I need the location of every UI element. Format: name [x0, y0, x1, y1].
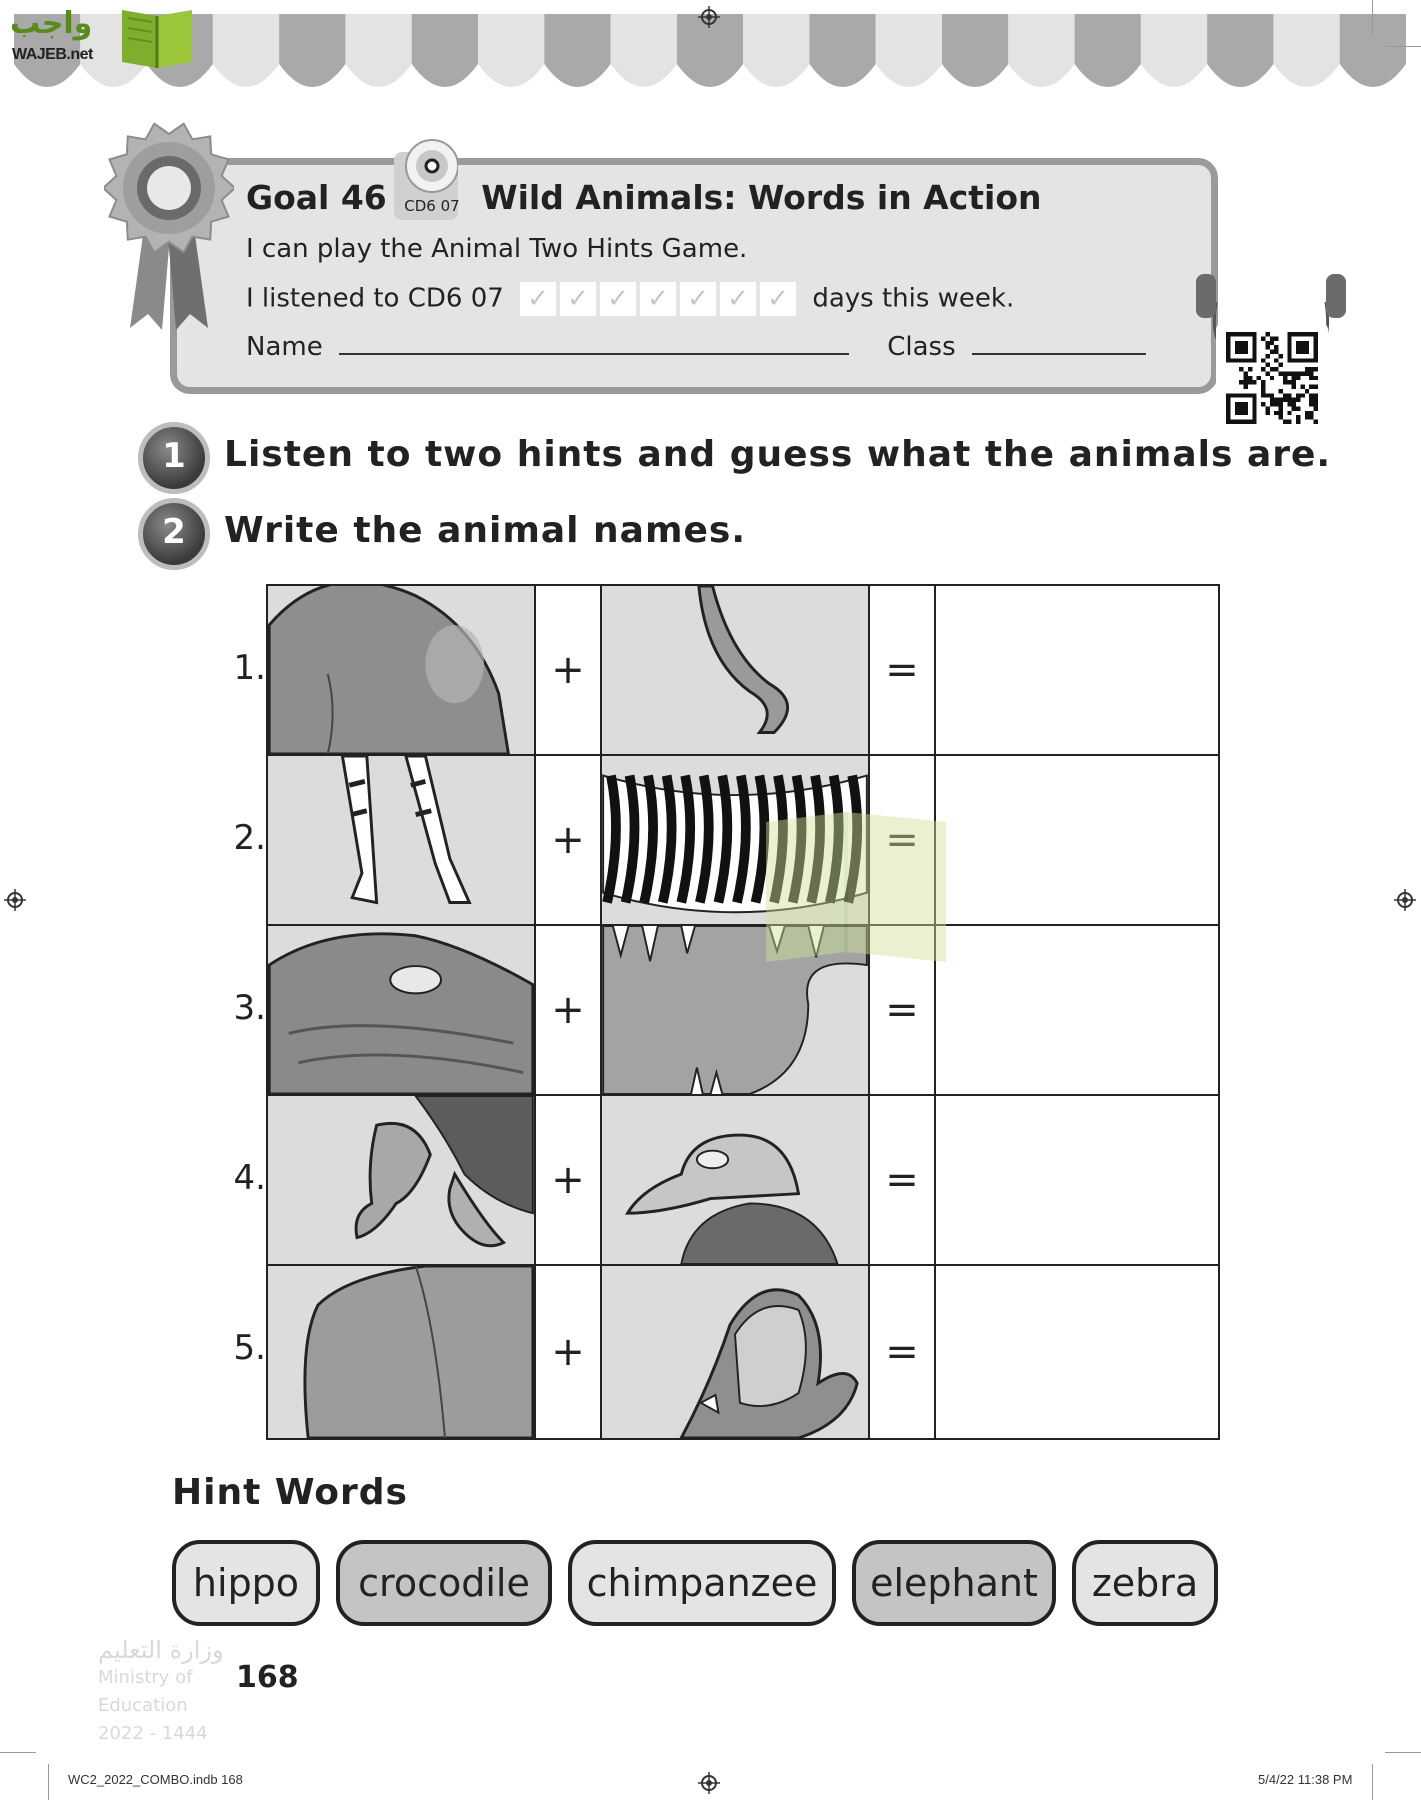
- hint-word-chip[interactable]: zebra: [1072, 1540, 1218, 1626]
- plus-sign: +: [534, 1264, 602, 1440]
- scallop: [809, 14, 875, 87]
- scallop: [1008, 14, 1074, 87]
- hint-picture-crocodile-teeth: [600, 924, 870, 1096]
- scallop: [213, 14, 279, 87]
- listening-log-suffix: days this week.: [812, 283, 1015, 314]
- scallop: [345, 14, 411, 87]
- qr-module: [1305, 389, 1309, 393]
- answer-box[interactable]: [934, 754, 1220, 926]
- class-field[interactable]: [972, 333, 1146, 355]
- qr-module: [1300, 371, 1304, 375]
- qr-module: [1279, 411, 1283, 415]
- qr-module: [1287, 420, 1291, 424]
- scallop: [279, 14, 345, 87]
- crocodile-eye-illustration: [268, 926, 534, 1094]
- wajeb-logo: [10, 6, 190, 70]
- answer-box[interactable]: [934, 1264, 1220, 1440]
- instruction-text: Listen to two hints and guess what the animals are.: [224, 434, 1332, 475]
- crop-mark: [1385, 46, 1421, 47]
- day-checkbox[interactable]: ✓: [560, 282, 596, 316]
- hippo-body-illustration: [268, 1266, 534, 1438]
- qr-module: [1265, 406, 1269, 410]
- goal-title: [246, 178, 1042, 217]
- qr-module: [1300, 393, 1304, 397]
- scallop: [1141, 14, 1207, 87]
- qr-module: [1314, 385, 1318, 389]
- step-badge: 1: [138, 422, 210, 494]
- qr-module: [1270, 367, 1274, 371]
- scallop: [412, 14, 478, 87]
- qr-module: [1292, 406, 1296, 410]
- qr-module: [1248, 380, 1252, 384]
- qr-module: [1244, 371, 1248, 375]
- registration-mark-icon: [698, 6, 720, 28]
- qr-module: [1261, 367, 1265, 371]
- qr-module: [1244, 376, 1248, 380]
- crocodile-teeth-illustration: [602, 926, 868, 1094]
- qr-finder: [1296, 341, 1309, 354]
- plus-sign: +: [534, 584, 602, 756]
- qr-module: [1265, 345, 1269, 349]
- qr-code-icon: [1226, 332, 1318, 424]
- listening-log-prefix: I listened to CD6 07: [246, 283, 504, 314]
- scallop: [1273, 14, 1339, 87]
- page-number: 168: [236, 1660, 299, 1695]
- qr-module: [1265, 354, 1269, 358]
- hint-picture-zebra-legs: [266, 754, 536, 926]
- ministry-arabic: وزارة التعليم: [98, 1636, 224, 1664]
- qr-module: [1314, 367, 1318, 371]
- chimpanzee-arm-illustration: [268, 1096, 534, 1264]
- hint-picture-hippo-mouth: [600, 1264, 870, 1440]
- qr-module: [1270, 341, 1274, 345]
- qr-module: [1274, 336, 1278, 340]
- qr-module: [1261, 389, 1265, 393]
- crop-mark: [0, 1752, 36, 1753]
- qr-module: [1305, 411, 1309, 415]
- registration-mark-icon: [1394, 889, 1416, 911]
- cd-track: CD6 07: [404, 197, 460, 215]
- qr-module: [1283, 398, 1287, 402]
- qr-module: [1248, 367, 1252, 371]
- answer-box[interactable]: [934, 584, 1220, 756]
- answer-box[interactable]: [934, 924, 1220, 1096]
- qr-module: [1309, 367, 1313, 371]
- equals-sign: =: [868, 924, 936, 1096]
- qr-module: [1270, 336, 1274, 340]
- qr-module: [1309, 376, 1313, 380]
- day-checkbox[interactable]: ✓: [720, 282, 756, 316]
- qr-module: [1309, 415, 1313, 419]
- crop-mark: [1372, 0, 1373, 36]
- qr-module: [1279, 398, 1283, 402]
- scallop: [743, 14, 809, 87]
- qr-module: [1261, 402, 1265, 406]
- qr-module: [1265, 363, 1269, 367]
- qr-module: [1270, 393, 1274, 397]
- qr-module: [1279, 389, 1283, 393]
- qr-module: [1274, 367, 1278, 371]
- qr-module: [1287, 393, 1291, 397]
- crop-mark: [1372, 1764, 1373, 1800]
- qr-module: [1270, 350, 1274, 354]
- qr-module: [1261, 393, 1265, 397]
- qr-module: [1274, 398, 1278, 402]
- qr-module: [1261, 336, 1265, 340]
- plus-sign: +: [534, 754, 602, 926]
- qr-code[interactable]: [1216, 322, 1328, 434]
- qr-module: [1292, 371, 1296, 375]
- scallop: [1207, 14, 1273, 87]
- qr-module: [1265, 332, 1269, 336]
- can-do-statement: I can play the Animal Two Hints Game.: [246, 234, 748, 264]
- hint-word-chip[interactable]: elephant: [852, 1540, 1056, 1626]
- qr-module: [1261, 380, 1265, 384]
- listening-log: [246, 282, 1014, 316]
- qr-finder: [1235, 341, 1248, 354]
- qr-module: [1265, 341, 1269, 345]
- day-checkbox[interactable]: ✓: [680, 282, 716, 316]
- goal-subtitle: Wild Animals: Words in Action: [481, 178, 1042, 217]
- qr-module: [1261, 385, 1265, 389]
- puzzle-grid: [266, 584, 1220, 1440]
- qr-module: [1283, 376, 1287, 380]
- qr-module: [1274, 402, 1278, 406]
- qr-finder: [1235, 402, 1248, 415]
- plus-sign: +: [534, 924, 602, 1096]
- qr-module: [1287, 402, 1291, 406]
- qr-module: [1244, 380, 1248, 384]
- qr-module: [1292, 380, 1296, 384]
- equals-sign: =: [868, 754, 936, 926]
- hint-word-chip[interactable]: hippo: [172, 1540, 320, 1626]
- row-number: 1.: [233, 648, 266, 688]
- logo-english: WAJEB.net: [12, 46, 93, 63]
- hint-word-chip[interactable]: chimpanzee: [568, 1540, 836, 1626]
- qr-module: [1314, 420, 1318, 424]
- qr-module: [1296, 398, 1300, 402]
- hint-picture-chimpanzee-arm: [266, 1094, 536, 1266]
- qr-module: [1274, 358, 1278, 362]
- registration-mark-icon: [4, 889, 26, 911]
- qr-module: [1283, 371, 1287, 375]
- qr-module: [1309, 398, 1313, 402]
- qr-module: [1287, 380, 1291, 384]
- award-rosette-icon: [104, 118, 234, 343]
- qr-module: [1292, 402, 1296, 406]
- day-checkbox[interactable]: ✓: [760, 282, 796, 316]
- chimpanzee-cap-illustration: [602, 1096, 868, 1264]
- row-number: 5.: [233, 1328, 266, 1368]
- scallop: [942, 14, 1008, 87]
- qr-module: [1314, 393, 1318, 397]
- zebra-legs-illustration: [268, 756, 534, 924]
- hint-words-heading: Hint Words: [172, 1472, 408, 1513]
- qr-module: [1309, 411, 1313, 415]
- qr-module: [1296, 376, 1300, 380]
- day-checkboxes: [520, 282, 796, 316]
- book-icon: [118, 6, 196, 70]
- qr-module: [1239, 380, 1243, 384]
- qr-module: [1296, 371, 1300, 375]
- qr-module: [1287, 411, 1291, 415]
- class-label: Class: [887, 332, 956, 362]
- plus-sign: +: [534, 1094, 602, 1266]
- qr-module: [1309, 402, 1313, 406]
- date-slug: 5/4/22 11:38 PM: [1258, 1772, 1353, 1787]
- qr-module: [1274, 345, 1278, 349]
- qr-module: [1314, 398, 1318, 402]
- qr-module: [1270, 402, 1274, 406]
- qr-module: [1287, 371, 1291, 375]
- elephant-body-illustration: [268, 586, 534, 754]
- qr-module: [1296, 420, 1300, 424]
- qr-module: [1265, 371, 1269, 375]
- name-label: Name: [246, 332, 323, 362]
- equals-sign: =: [868, 1094, 936, 1266]
- qr-module: [1270, 376, 1274, 380]
- hippo-mouth-illustration: [602, 1266, 868, 1438]
- hint-picture-elephant-trunk: [600, 584, 870, 756]
- qr-module: [1305, 415, 1309, 419]
- logo-arabic: واجب: [10, 6, 93, 41]
- qr-module: [1314, 376, 1318, 380]
- equals-sign: =: [868, 1264, 936, 1440]
- hint-picture-crocodile-eye: [266, 924, 536, 1096]
- goal-number: Goal 46: [246, 178, 387, 217]
- qr-module: [1244, 385, 1248, 389]
- qr-module: [1279, 406, 1283, 410]
- qr-module: [1287, 398, 1291, 402]
- qr-module: [1309, 371, 1313, 375]
- day-checkbox[interactable]: ✓: [600, 282, 636, 316]
- qr-module: [1283, 380, 1287, 384]
- row-number: 2.: [233, 818, 266, 858]
- qr-module: [1279, 402, 1283, 406]
- qr-module: [1296, 415, 1300, 419]
- qr-module: [1261, 358, 1265, 362]
- file-slug: WC2_2022_COMBO.indb 168: [68, 1772, 243, 1787]
- row-number: 4.: [233, 1158, 266, 1198]
- scallop: [1075, 14, 1141, 87]
- qr-module: [1292, 376, 1296, 380]
- qr-module: [1283, 393, 1287, 397]
- crop-mark: [1385, 1752, 1421, 1753]
- qr-module: [1257, 376, 1261, 380]
- hint-picture-chimpanzee-cap: [600, 1094, 870, 1266]
- qr-module: [1305, 367, 1309, 371]
- scallop: [876, 14, 942, 87]
- elephant-trunk-illustration: [602, 586, 868, 754]
- qr-module: [1274, 411, 1278, 415]
- qr-module: [1296, 393, 1300, 397]
- scallop: [544, 14, 610, 87]
- qr-module: [1279, 363, 1283, 367]
- qr-module: [1265, 411, 1269, 415]
- qr-module: [1252, 380, 1256, 384]
- hint-picture-zebra-stripes: [600, 754, 870, 926]
- registration-mark-icon: [698, 1772, 720, 1794]
- qr-module: [1270, 398, 1274, 402]
- qr-module: [1279, 415, 1283, 419]
- answer-box[interactable]: [934, 1094, 1220, 1266]
- scallop: [478, 14, 544, 87]
- ministry-english: Ministry of Education: [98, 1667, 193, 1716]
- instruction-text: Write the animal names.: [224, 510, 747, 551]
- qr-module: [1279, 371, 1283, 375]
- qr-module: [1265, 393, 1269, 397]
- scallop: [611, 14, 677, 87]
- qr-module: [1296, 406, 1300, 410]
- day-checkbox[interactable]: ✓: [520, 282, 556, 316]
- hint-picture-elephant-body: [266, 584, 536, 756]
- name-class-line: [246, 332, 1146, 362]
- qr-module: [1314, 406, 1318, 410]
- step-badge: 2: [138, 498, 210, 570]
- qr-module: [1283, 420, 1287, 424]
- qr-module: [1314, 402, 1318, 406]
- crop-mark: [48, 1764, 49, 1800]
- hint-picture-hippo-body: [266, 1264, 536, 1440]
- hint-word-chip[interactable]: crocodile: [336, 1540, 552, 1626]
- qr-module: [1309, 385, 1313, 389]
- qr-module: [1300, 385, 1304, 389]
- row-number: 3.: [233, 988, 266, 1028]
- qr-module: [1239, 367, 1243, 371]
- qr-module: [1309, 393, 1313, 397]
- qr-module: [1305, 371, 1309, 375]
- day-checkbox[interactable]: ✓: [640, 282, 676, 316]
- equals-sign: =: [868, 584, 936, 756]
- qr-module: [1292, 398, 1296, 402]
- name-field[interactable]: [339, 333, 849, 355]
- qr-module: [1248, 376, 1252, 380]
- ministry-year: 2022 - 1444: [98, 1723, 208, 1744]
- qr-module: [1279, 354, 1283, 358]
- qr-module: [1292, 385, 1296, 389]
- qr-module: [1274, 350, 1278, 354]
- zebra-stripes-illustration: [602, 756, 868, 924]
